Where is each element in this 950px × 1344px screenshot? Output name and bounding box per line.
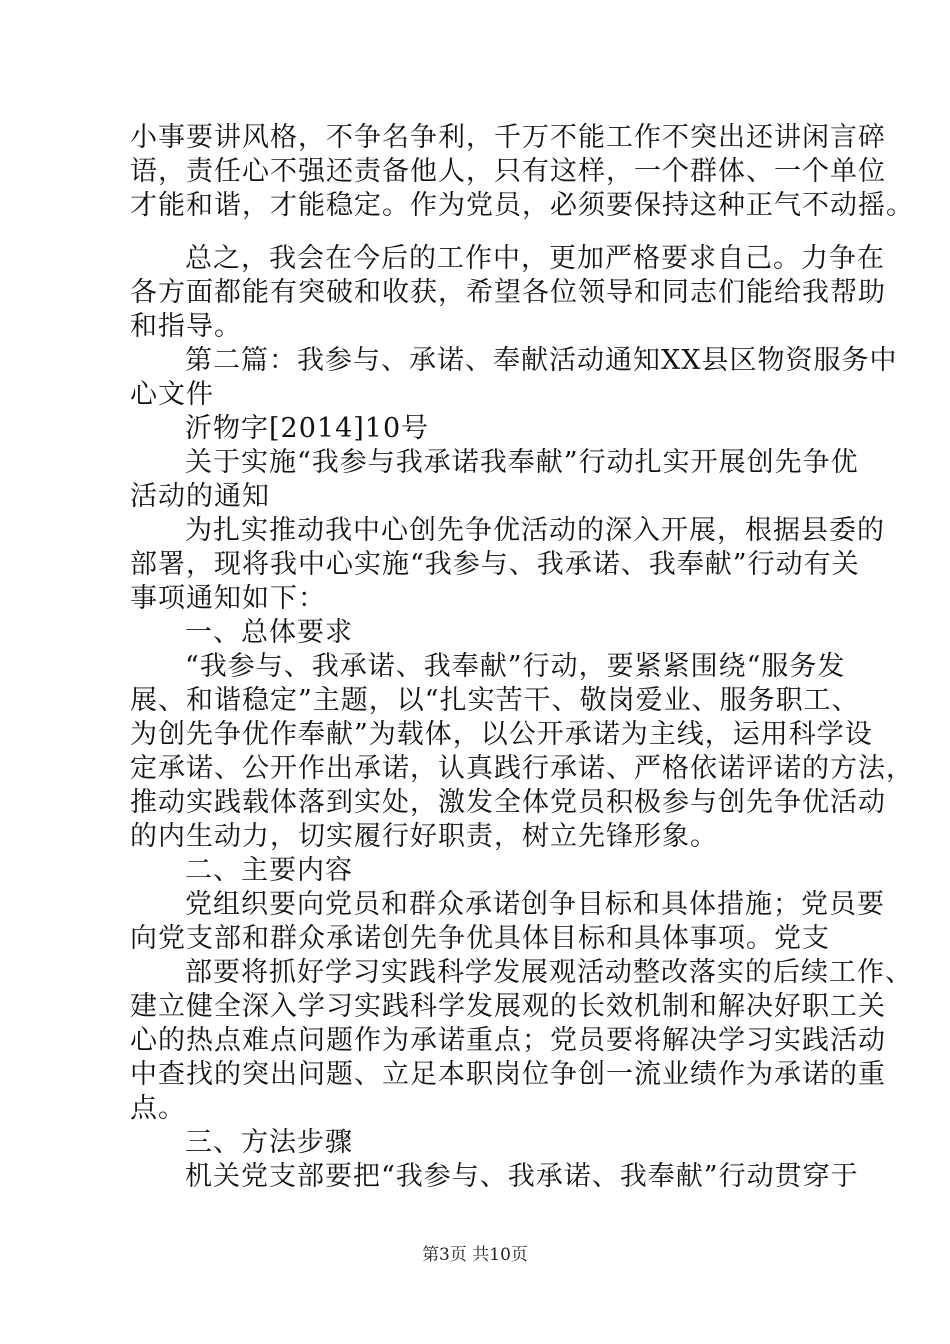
text-line: 建立健全深入学习实践科学发展观的长效机制和解决好职工关 (130, 991, 886, 1022)
subheading: 三、方法步骤 (185, 1127, 353, 1158)
text-line: 和指导。 (130, 311, 242, 342)
text-line: 党组织要向党员和群众承诺创争目标和具体措施；党员要 (185, 889, 885, 920)
document-number: 沂物字[2014]10号 (185, 413, 430, 444)
text-line: 各方面都能有突破和收获，希望各位领导和同志们能给我帮助 (130, 277, 886, 308)
text-line: 点。 (130, 1093, 186, 1124)
text-line: 推动实践载体落到实处，激发全体党员积极参与创先争优活动 (130, 787, 886, 818)
text-line: “我参与、我承诺、我奉献”行动，要紧紧围绕“服务发 (185, 651, 846, 682)
text-line: 部要将抓好学习实践科学发展观活动整改落实的后续工作、 (185, 957, 913, 988)
subheading: 一、总体要求 (185, 617, 353, 648)
section-heading: 心文件 (130, 379, 214, 410)
text-line: 展、和谐稳定”主题，以“扎实苦干、敬岗爱业、服务职工、 (130, 685, 860, 716)
text-line: 机关党支部要把“我参与、我承诺、我奉献”行动贯穿于 (185, 1161, 859, 1192)
text-line: 定承诺、公开作出承诺，认真践行承诺、严格依诺评诺的方法， (130, 753, 914, 784)
notice-title: 关于实施“我参与我承诺我奉献”行动扎实开展创先争优 (185, 447, 859, 478)
text-line: 小事要讲风格，不争名争利，千万不能工作不突出还讲闲言碎 (130, 122, 886, 153)
subheading: 二、主要内容 (185, 855, 353, 886)
text-line: 中查找的突出问题、立足本职岗位争创一流业绩作为承诺的重 (130, 1059, 886, 1090)
text-line: 语，责任心不强还责备他人，只有这样，一个群体、一个单位 (130, 156, 886, 187)
notice-title: 活动的通知 (130, 481, 270, 512)
text-line: 才能和谐，才能稳定。作为党员，必须要保持这种正气不动摇。 (130, 190, 914, 221)
text-line: 为创先争优作奉献”为载体，以公开承诺为主线，运用科学设 (130, 719, 873, 750)
text-line: 总之，我会在今后的工作中，更加严格要求自己。力争在 (185, 243, 885, 274)
text-line: 向党支部和群众承诺创先争优具体目标和具体事项。党支 (130, 923, 830, 954)
text-line: 事项通知如下： (130, 583, 326, 614)
section-heading: 第二篇：我参与、承诺、奉献活动通知XX县区物资服务中 (185, 345, 898, 376)
text-line: 心的热点难点问题作为承诺重点；党员要将解决学习实践活动 (130, 1025, 886, 1056)
text-line: 部署，现将我中心实施“我参与、我承诺、我奉献”行动有关 (130, 549, 860, 580)
text-line: 的内生动力，切实履行好职责，树立先锋形象。 (130, 821, 718, 852)
page-number-footer: 第3页 共10页 (422, 1245, 528, 1265)
text-line: 为扎实推动我中心创先争优活动的深入开展，根据县委的 (185, 515, 885, 546)
